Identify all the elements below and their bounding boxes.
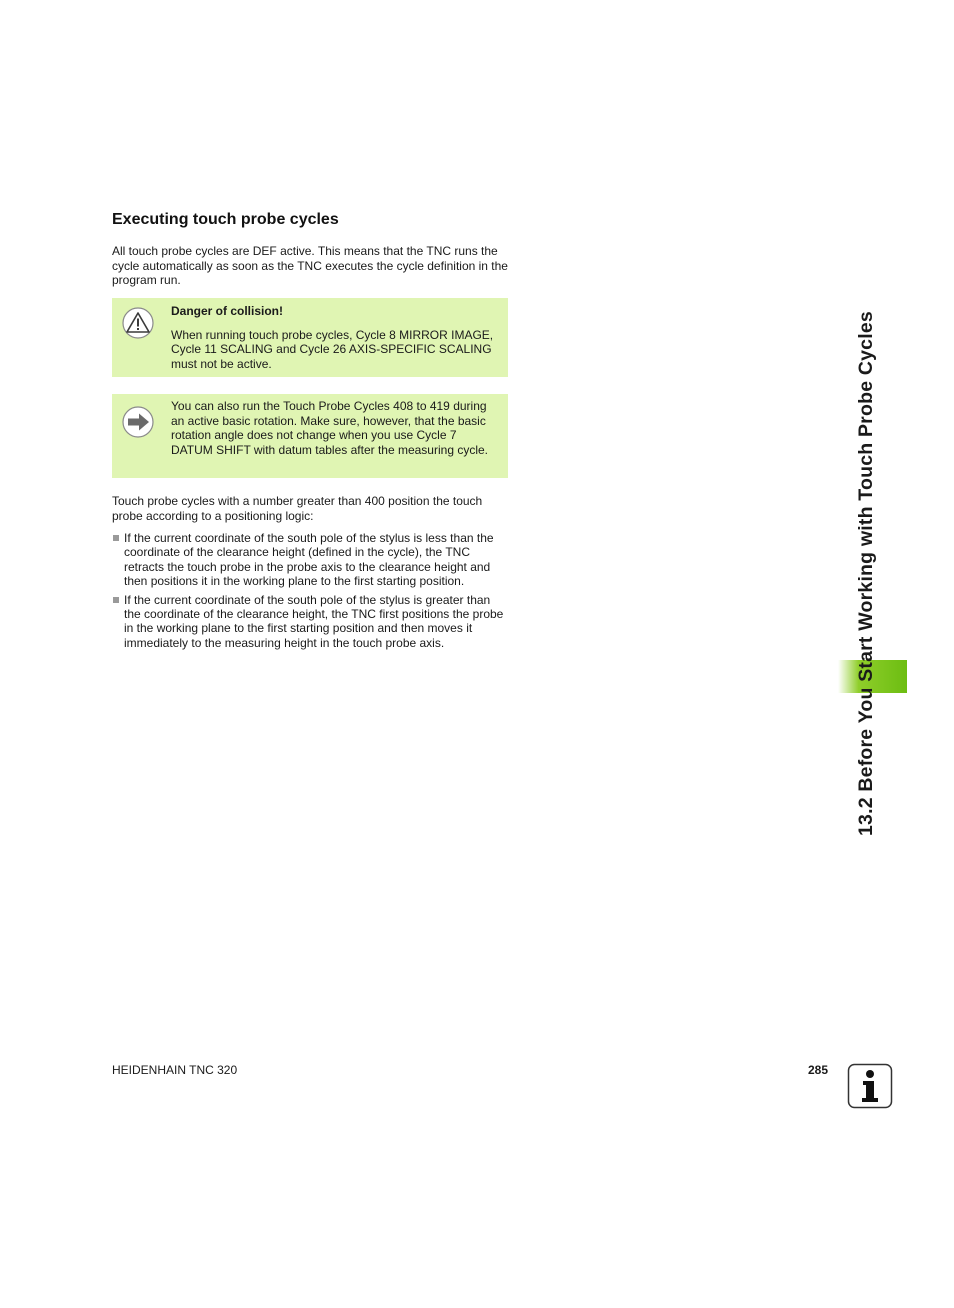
warning-triangle-icon [122,307,154,339]
warning-text: When running touch probe cycles, Cycle 8 MIRROR IMAGE, Cycle 11 SCALING and Cycle 26 AXIS-SPECIFIC SCALING must not be active. [171,327,494,371]
note-box [112,394,508,478]
intro-paragraph: All touch probe cycles are DEF active. This means that the TNC runs the cycle automatically as soon as the TNC executes the cycle definition in the program run. [112,244,508,287]
chapter-title: 13.2 Before You Start Working with Touch Probe Cycles [855,311,877,836]
note-text: You can also run the Touch Probe Cycles 408 to 419 during an active basic rotation. Make sure, however, that the basic rotation angle does not change when you use Cycle 7 DATUM SHIFT with datum tables after the measuring cycle. [171,399,488,457]
section-heading: Executing touch probe cycles [112,211,339,228]
bullet-square-icon [113,535,119,541]
bullet-square-icon [113,597,119,603]
positioning-list [112,531,508,654]
list-item: If the current coordinate of the south pole of the stylus is less than the coordinate of the clearance height (defined in the cycle), the TNC retracts the touch probe in the probe axis to the clearance height and then positions it in the working plane to the first starting position. [112,531,508,589]
warning-box [112,298,508,377]
positioning-intro: Touch probe cycles with a number greater than 400 position the touch probe according to a positioning logic: [112,494,483,523]
list-item: If the current coordinate of the south pole of the stylus is greater than the coordinate of the clearance height, the TNC first positions the probe in the working plane to the first starting position and then moves it immediately to the measuring height in the touch probe axis. [112,593,508,651]
footer-manual-name: HEIDENHAIN TNC 320 [112,1063,238,1077]
info-icon [847,1063,893,1109]
arrow-right-icon [122,406,154,438]
warning-title: Danger of collision! [171,304,284,318]
warning-content [171,304,501,371]
page-number: 285 [808,1063,829,1077]
